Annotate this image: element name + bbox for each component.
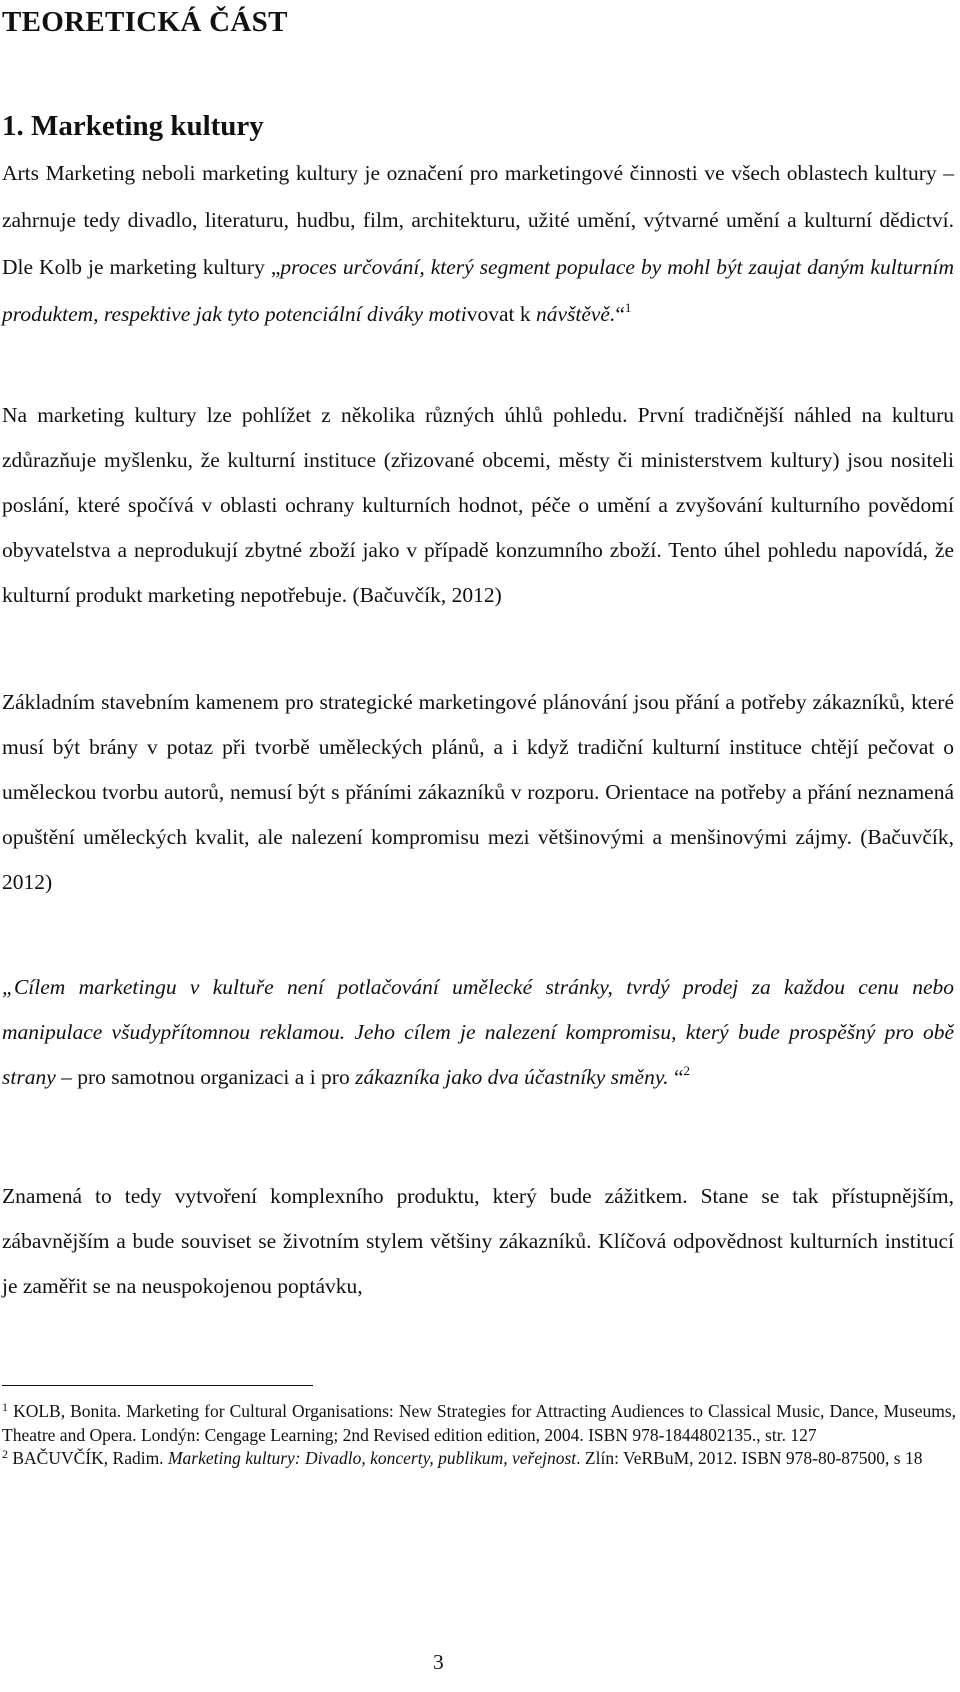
part-title: TEORETICKÁ ČÁST — [2, 6, 288, 38]
closing-quote-mark: “ — [668, 1065, 684, 1089]
chapter-title: 1. Marketing kultury — [2, 110, 264, 142]
paragraph-arts-marketing — [2, 150, 954, 338]
paragraph-text: vovat k — [466, 302, 536, 326]
footnote-number: 2 — [2, 1447, 8, 1461]
footnote-ref-1[interactable]: 1 — [624, 300, 632, 315]
footnote-ref-2[interactable]: 2 — [683, 1063, 690, 1078]
paragraph-perspectives: Na marketing kultury lze pohlížet z několika různých úhlů pohledu. První tradičnější náhled na kulturu zdůrazňuje myšlenku, že kulturní instituce (zřizované obcemi, městy či ministerstvem kultury) jsou nositeli poslání, které spočívá v oblasti ochrany kulturních hodnot, péče o umění a zvyšování kulturního povědomí obyvatelstva a neprodukují zbytné zboží jako v případě konzumního zboží. Tento úhel pohledu napovídá, že kulturní produkt marketing nepotřebuje. (Bačuvčík, 2012) — [2, 403, 954, 607]
footnote-text: KOLB, Bonita. Marketing for Cultural Organisations: New Strategies for Attracting Audiences to Classical Music, Dance, Museums, Theatre and Opera. Londýn: Cengage Learning; 2nd Revised edition edition, 2004. ISBN 978-1844802135., str. 127 — [2, 1401, 957, 1445]
goal-quote: „Cílem marketingu v kultuře není potlačování umělecké stránky, tvrdý prodej za každou cenu nebo manipulace všudypřítomnou reklamou. Jeho cílem je nalezení kompromisu, který bude prospěšný pro obě strany — [2, 975, 954, 1089]
footnote-text: . Zlín: VeRBuM, 2012. ISBN 978-80-87500, s 18 — [576, 1448, 923, 1468]
footnote-number: 1 — [2, 1400, 8, 1414]
paragraph-experience: Znamená to tedy vytvoření komplexního produktu, který bude zážitkem. Stane se tak přístupnějším, zábavnějším a bude souviset se životním stylem většiny zákazníků. Klíčová odpovědnost kulturních institucí je zaměřit se na neuspokojenou poptávku, — [2, 1184, 954, 1298]
footnote-book-title: Marketing kultury: Divadlo, koncerty, publikum, veřejnost — [167, 1448, 577, 1468]
closing-quote-mark: “ — [615, 302, 625, 326]
footnote-divider — [2, 1385, 313, 1386]
footnotes — [2, 1400, 956, 1471]
goal-quote-end: zákazníka jako dva účastníky směny. — [355, 1065, 669, 1089]
footnote-1 — [2, 1400, 956, 1447]
footnote-text: BAČUVČÍK, Radim. — [12, 1448, 168, 1468]
paragraph-text: Arts Marketing neboli marketing kultury je označení pro marketingové činnosti ve všech oblastech kultury – zahrnuje tedy divadlo, literaturu, hudbu, film, architekturu, užité umění, výtvarné umění a kulturní dědictví. Dle Kolb je marketing kultury „ — [2, 161, 954, 279]
paragraph-planning: Základním stavebním kamenem pro strategické marketingové plánování jsou přání a potřeby zákazníků, které musí být brány v potaz při tvorbě uměleckých plánů, a i když tradiční kulturní instituce chtějí pečovat o uměleckou tvorbu autorů, nemusí být s přáními zákazníků v rozporu. Orientace na potřeby a přání neznamená opuštění uměleckých kvalit, ale nalezení kompromisu mezi většinovými a menšinovými zájmy. (Bačuvčík, 2012) — [2, 690, 954, 894]
kolb-quote-end: návštěvě. — [535, 302, 616, 326]
footnote-2 — [2, 1447, 956, 1471]
page-number: 3 — [433, 1650, 444, 1674]
kolb-quote: proces určování, který segment populace by mohl být zaujat daným kulturním produktem, respektive jak tyto potenciální diváky moti — [2, 255, 955, 326]
paragraph-text: – pro samotnou organizaci a i pro — [55, 1065, 356, 1089]
paragraph-goal-quote — [2, 965, 954, 1100]
